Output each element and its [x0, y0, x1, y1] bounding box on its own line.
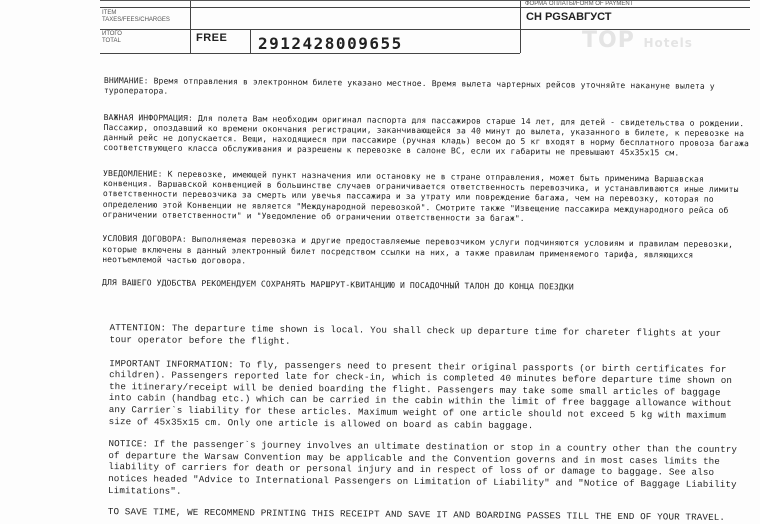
header-col-divider-1 [190, 1, 191, 53]
total-label-short: ИТОГО [102, 31, 122, 37]
payment-value: CH PGSABГУСТ [526, 11, 612, 23]
ru-important-paragraph: ВАЖНАЯ ИНФОРМАЦИЯ: Для полета Вам необходим оригинал паспорта для пассажиров старше 14 лет, для детей - свидетельства о рождении. Пассажир, опоздавший ко времени окончания регистрации, заканчивающейся за 40 минут до вылета, указанного в билете, к перевозке на данный рейс не допускается. Вещи, находящиеся при пассажире (ручная кладь) весом до 5 кг входят в норму бесплатного провоза багажа соответствующего класса обслуживания и разрешены к перевозке в салоне ВС, если их габариты не превышают 45x35x15 см. [103, 112, 750, 159]
header-divider-middle [100, 29, 750, 30]
en-important-paragraph: IMPORTANT INFORMATION: To fly, passengers need to present their original passports (or birth certificates for children). Passengers reported late for check-in, which is completed 40 minutes before departure time shown on the itinerary/receipt will be denied boarding the flight. Passengers may take some small articles of baggage into cabin (handbag etc.) which can be carried in the cabin within the limit of free baggage allowance without any Carrier`s liability for these articles. Maximum weight of one article should not exceed 5 kg with maximum size of 45x35x15 cm. Only one article is allowed on board as cabin baggage. [108, 357, 733, 431]
en-attention-paragraph: ATTENTION: The departure time shown is local. You shall check up departure time for chareter flights at your tour operator before the flight. [109, 322, 722, 347]
fare-value: FREE [196, 32, 228, 44]
fare-label-short: ITEM [102, 10, 117, 16]
en-save-notice: TO SAVE TIME, WE RECOMMEND PRINTING THIS RECEIPT AND SAVE IT AND BOARDING PASSES TILL THE END OF YOUR TRAVEL. [107, 506, 726, 524]
fare-label: TAXES/FEES/CHARGES [102, 17, 170, 23]
fare-header-table [100, 0, 750, 63]
ticket-conditions-text [100, 76, 752, 524]
ru-save-notice: ДЛЯ ВАШЕГО УДОБСТВА РЕКОМЕНДУЕМ СОХРАНЯТЬ МАРШРУТ-КВИТАНЦИЮ И ПОСАДОЧНЫЙ ТАЛОН ДО КОНЦА ПОЕЗДКИ [101, 278, 574, 292]
watermark-sub: Hotels [643, 36, 693, 50]
ru-attention-paragraph: ВНИМАНИЕ: Время отправления в электронном билете указано местное. Время вылета чартерных рейсов уточняйте накануне вылета у туроператора. [103, 76, 715, 96]
header-divider-bottom [100, 53, 520, 54]
watermark-text: TOP [582, 28, 635, 53]
payment-label: ФОРМА ОПЛАТЫ/FORM OF PAYMENT [525, 1, 634, 7]
ru-conditions-paragraph: УСЛОВИЯ ДОГОВОРА: Выполняемая перевозка и другие предоставляемые перевозчиком услуги подчиняются условиям и правилам перевозки, которые включены в данный электронный билет посредством ссылки на них, а также правилам применяемого тарифа, являющихся неотъемлемой частью договора. [102, 234, 734, 266]
ru-notice-paragraph: УВЕДОМЛЕНИЕ: К перевозке, имеющей пункт назначения или остановку не в стране отправления, может быть применима Варшавская конвенция. Варшавской конвенцией в большинстве случаев ограничивается ответственность перевозчика, и устанавливаются иные лимиты ответственности перевозчика за смерть или увечья пассажира и за утрату или повреждение багажа, чем на перевозку, которая по определению этой Конвенции не является "Международной перевозкой". Смотрите также "Извещение пассажира международного рейса об ограничении ответственности" и "Уведомление об ограничении ответственности за багаж". [102, 168, 739, 224]
total-label: TOTAL [102, 38, 121, 44]
header-col-divider-2 [520, 1, 521, 53]
en-notice-paragraph: NOTICE: If the passenger`s journey involves an ultimate destination or stop in a country other than the country of departure the Warsaw Convention may be applicable and the Convention governs and in most cases limits the liability of carriers for death or personal injury and in respect of loss of or damage to baggage. See also notices headed "Advice to International Passengers on Limitation of Liability" and "Notice of Baggage Liability Limitations". [107, 438, 738, 497]
ticket-number: 2912428009655 [258, 34, 403, 53]
header-col-divider-3 [250, 29, 251, 53]
